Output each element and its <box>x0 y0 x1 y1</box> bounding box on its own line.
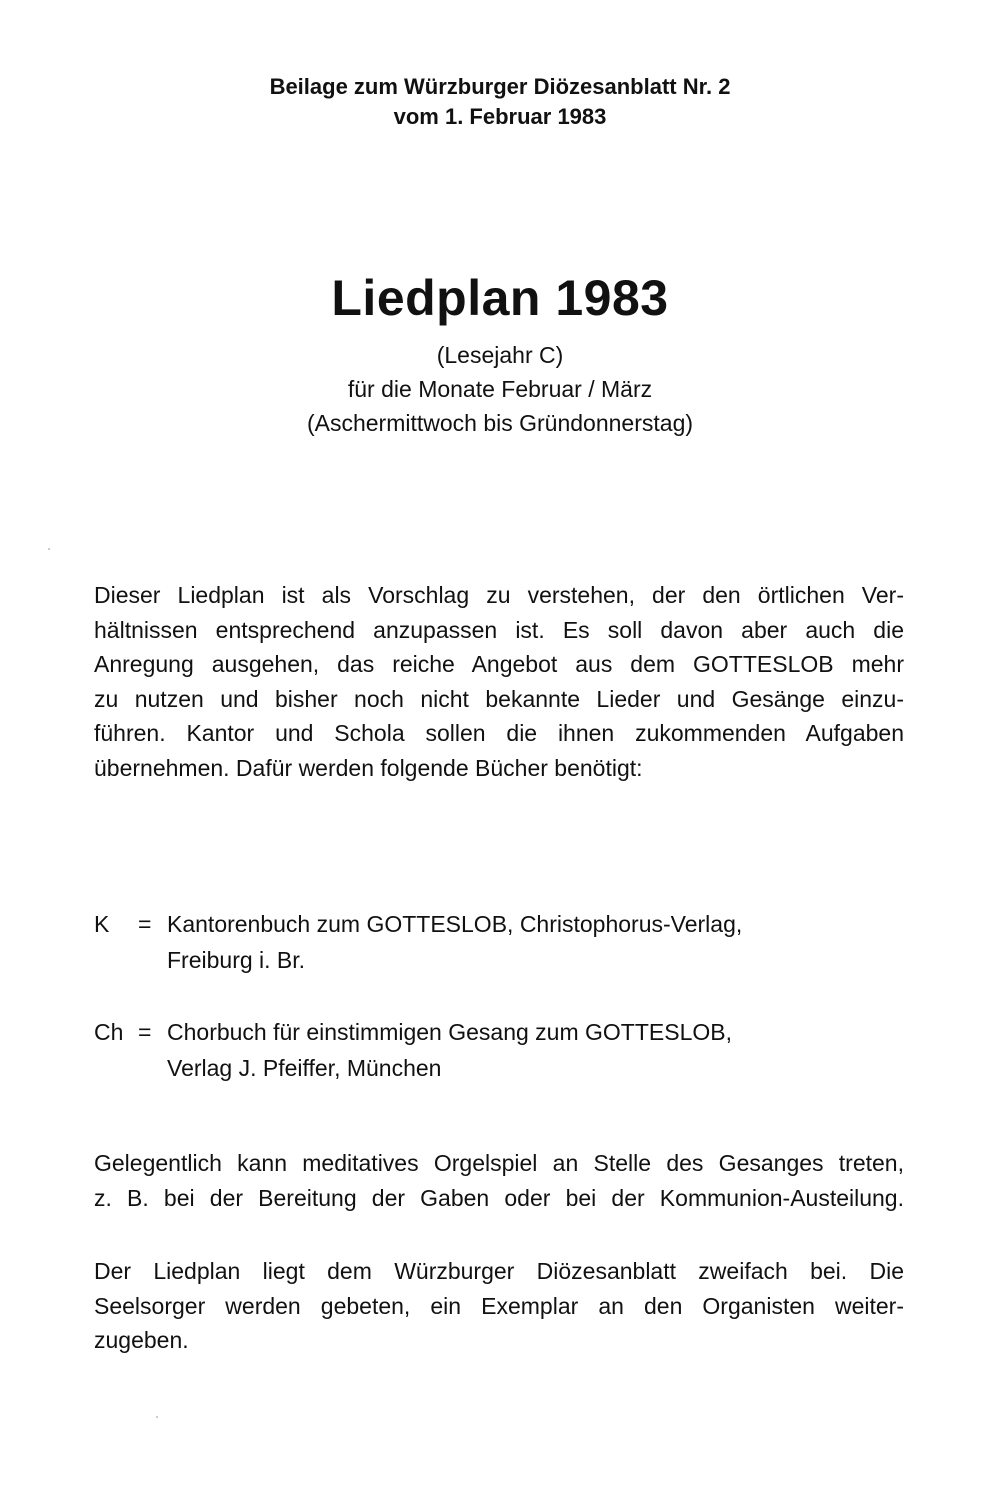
intro-paragraph <box>94 578 904 785</box>
intro-line: Dieser Liedplan ist als Vorschlag zu verstehen, der den örtlichen Ver- <box>94 582 904 608</box>
organ-note-line: Gelegentlich kann meditatives Orgelspiel an Stelle des Gesanges treten, <box>94 1150 904 1176</box>
subtitle-months: für die Monate Februar / März <box>347 376 653 402</box>
abbreviation-chorbuch <box>94 1014 914 1094</box>
page-title: Liedplan 1983 <box>331 270 669 326</box>
distribution-note-line: Seelsorger werden gebeten, ein Exemplar an den Organisten weiter- <box>94 1292 904 1319</box>
abbreviation-line-2: Freiburg i. Br. <box>167 947 306 973</box>
intro-line: hältnissen entsprechend anzupassen ist. Es soll davon aber auch die <box>94 616 904 643</box>
intro-line: übernehmen. Dafür werden folgende Bücher benötigt: <box>94 754 643 781</box>
supplement-line-1: Beilage zum Würzburger Diözesanblatt Nr. 2 <box>269 74 731 99</box>
intro-line: zu nutzen und bisher noch nicht bekannte Lieder und Gesänge einzu- <box>94 685 904 712</box>
intro-line: Anregung ausgehen, das reiche Angebot aus dem GOTTESLOB mehr <box>94 651 904 677</box>
abbreviation-line-1: Kantorenbuch zum GOTTESLOB, Christophorus-Verlag, <box>167 911 743 937</box>
scan-speck <box>156 1416 158 1418</box>
abbreviation-equals: = <box>138 1019 152 1045</box>
abbreviation-description <box>167 906 742 978</box>
distribution-note-line: zugeben. <box>94 1327 189 1353</box>
subtitle-period: (Aschermittwoch bis Gründonnerstag) <box>306 410 694 436</box>
abbreviation-equals: = <box>138 911 152 937</box>
distribution-note-line: Der Liedplan liegt dem Würzburger Diözesanblatt zweifach bei. Die <box>94 1258 904 1284</box>
supplement-line-2: vom 1. Februar 1983 <box>393 104 607 129</box>
subtitle-reading-year: (Lesejahr C) <box>436 342 564 368</box>
page-subtitle <box>0 338 1000 440</box>
abbreviation-description <box>167 1014 732 1086</box>
intro-line: führen. Kantor und Schola sollen die ihnen zukommenden Aufgaben <box>94 720 904 746</box>
abbreviation-kantorenbuch <box>94 906 914 986</box>
distribution-note-paragraph <box>94 1254 904 1358</box>
supplement-header <box>0 72 1000 132</box>
abbreviation-key: Ch <box>94 1019 124 1045</box>
abbreviation-line-1: Chorbuch für einstimmigen Gesang zum GOTTESLOB, <box>167 1019 732 1045</box>
organ-note-line: z. B. bei der Bereitung der Gaben oder bei der Kommunion-Austeilung. <box>94 1184 904 1211</box>
abbreviation-line-2: Verlag J. Pfeiffer, München <box>167 1055 442 1081</box>
abbreviation-key: K <box>94 911 110 937</box>
scan-speck <box>48 548 50 550</box>
organ-note-paragraph <box>94 1146 904 1215</box>
